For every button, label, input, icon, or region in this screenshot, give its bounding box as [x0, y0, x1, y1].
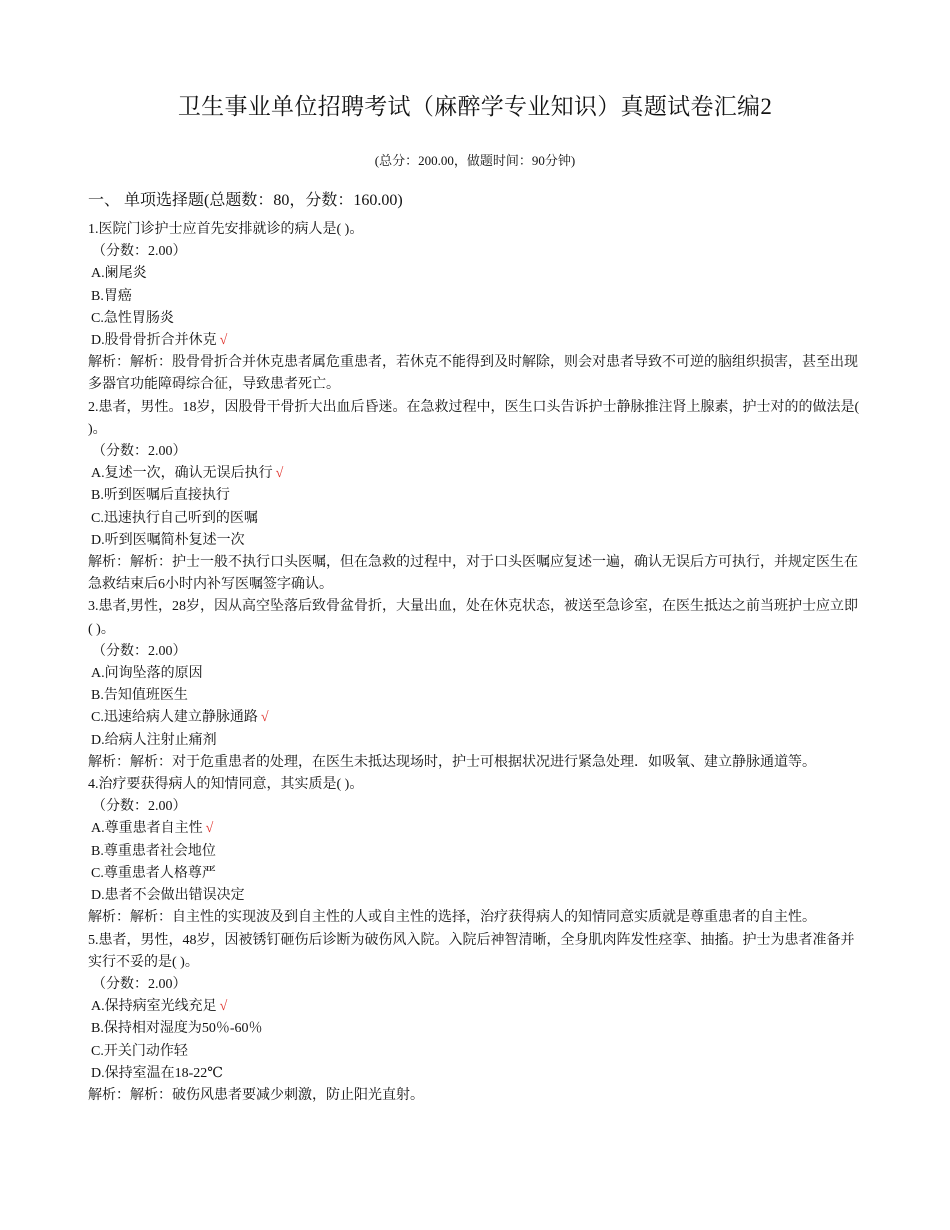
option-text: A.保持病室光线充足 [91, 999, 217, 1015]
question-stem: 2.患者，男性。18岁，因股骨干骨折大出血后昏迷。在急救过程中，医生口头告诉护士静脉推注肾上腺素，护士对的的做法是( )。 [88, 399, 860, 437]
option-text: B.尊重患者社会地位 [91, 843, 216, 859]
answer-option [88, 1018, 860, 1040]
correct-check-icon: √ [275, 466, 284, 482]
answer-option [88, 308, 860, 330]
answer-option [88, 730, 860, 752]
question-score: （分数：2.00） [92, 643, 187, 659]
correct-check-icon: √ [260, 710, 269, 726]
answer-option [88, 818, 860, 840]
option-text: C.急性胃肠炎 [91, 310, 174, 326]
answer-option [88, 1063, 860, 1085]
answer-analysis: 解析：解析：对于危重患者的处理，在医生未抵达现场时，护士可根据状况进行紧急处理．如吸氧、建立静脉通道等。 [88, 754, 816, 770]
option-text: A.尊重患者自主性 [91, 821, 203, 837]
option-text: B.听到医嘱后直接执行 [91, 488, 230, 504]
option-text: C.迅速执行自己听到的医嘱 [91, 510, 258, 526]
answer-option [88, 685, 860, 707]
answer-option [88, 996, 860, 1018]
answer-option [88, 707, 860, 729]
option-text: D.听到医嘱简朴复述一次 [91, 532, 245, 548]
answer-option [88, 841, 860, 863]
option-text: B.胃癌 [91, 288, 132, 304]
question-item [88, 596, 860, 774]
correct-check-icon: √ [219, 999, 228, 1015]
option-text: B.告知值班医生 [91, 688, 188, 704]
question-stem: 1.医院门诊护士应首先安排就诊的病人是( )。 [88, 222, 364, 237]
option-text: A.问询坠落的原因 [91, 666, 203, 682]
correct-check-icon: √ [205, 821, 214, 837]
option-text: C.迅速给病人建立静脉通路 [91, 710, 258, 726]
section-heading: 一、 单项选择题(总题数：80，分数：160.00) [88, 192, 403, 209]
answer-option [88, 663, 860, 685]
answer-analysis: 解析：解析：破伤风患者要减少刺激，防止阳光直射。 [88, 1087, 424, 1103]
exam-info: (总分：200.00，做题时间：90分钟) [374, 153, 576, 168]
option-text: D.保持室温在18-22℃ [91, 1065, 223, 1081]
answer-option [88, 485, 860, 507]
answer-option [88, 1041, 860, 1063]
answer-analysis: 解析：解析：护士一般不执行口头医嘱，但在急救的过程中，对于口头医嘱应复述一遍，确认无误后方可执行，并规定医生在急救结束后6小时内补写医嘱签字确认。 [88, 555, 858, 593]
option-text: B.保持相对湿度为50％-60％ [91, 1021, 263, 1037]
question-score: （分数：2.00） [92, 799, 187, 815]
answer-analysis: 解析：解析：自主性的实现波及到自主性的人或自主性的选择，治疗获得病人的知情同意实质就是尊重患者的自主性。 [88, 910, 816, 926]
answer-option [88, 463, 860, 485]
answer-option [88, 885, 860, 907]
answer-option [88, 863, 860, 885]
question-list [88, 219, 860, 1107]
option-text: D.股骨骨折合并休克 [91, 333, 217, 349]
option-text: A.阑尾炎 [91, 266, 147, 282]
page-title: 卫生事业单位招聘考试（麻醉学专业知识）真题试卷汇编2 [177, 94, 773, 119]
answer-option [88, 530, 860, 552]
option-text: C.开关门动作轻 [91, 1043, 188, 1059]
answer-option [88, 508, 860, 530]
option-text: D.给病人注射止痛剂 [91, 732, 217, 748]
answer-option [88, 330, 860, 352]
option-text: C.尊重患者人格尊严 [91, 865, 216, 881]
question-item [88, 774, 860, 929]
option-text: A.复述一次，确认无误后执行 [91, 466, 273, 482]
option-text: D.患者不会做出错误决定 [91, 888, 245, 904]
question-stem: 3.患者,男性，28岁，因从高空坠落后致骨盆骨折，大量出血，处在休克状态，被送至急诊室，在医生抵达之前当班护士应立即( )。 [88, 599, 858, 637]
answer-option [88, 263, 860, 285]
question-item [88, 219, 860, 397]
question-score: （分数：2.00） [92, 444, 187, 460]
answer-analysis: 解析：解析：股骨骨折合并休克患者属危重患者，若休克不能得到及时解除，则会对患者导致不可逆的脑组织损害，甚至出现多器官功能障碍综合征，导致患者死亡。 [88, 355, 858, 393]
question-stem: 5.患者，男性，48岁，因被锈钉砸伤后诊断为破伤风入院。入院后神智清晰，全身肌肉阵发性痉挛、抽搐。护士为患者准备并实行不妥的是( )。 [88, 932, 855, 970]
question-score: （分数：2.00） [92, 244, 187, 260]
answer-option [88, 286, 860, 308]
question-stem: 4.治疗要获得病人的知情同意，其实质是( )。 [88, 777, 364, 793]
question-item [88, 930, 860, 1108]
correct-check-icon: √ [219, 333, 228, 349]
question-score: （分数：2.00） [92, 976, 187, 992]
question-item [88, 397, 860, 597]
